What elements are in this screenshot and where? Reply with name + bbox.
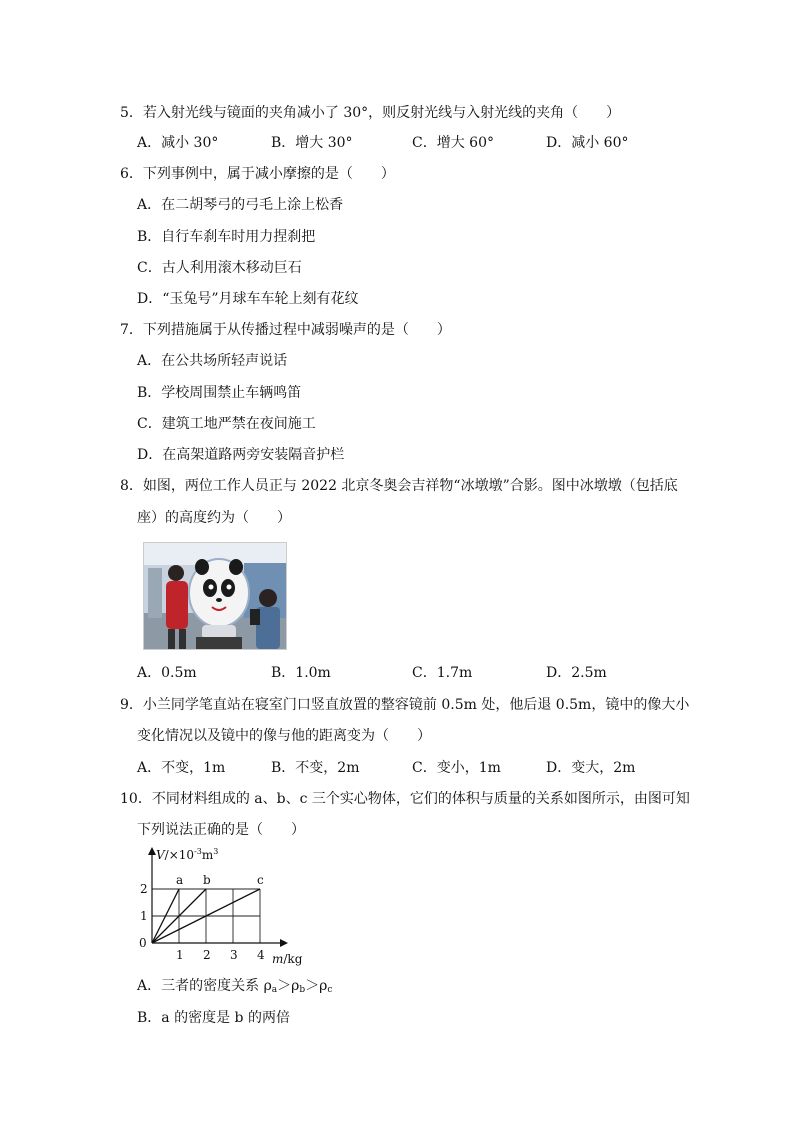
q8-stem-line1: 8．如图，两位工作人员正与 2022 北京冬奥会吉祥物“冰墩墩”合影。图中冰墩墩（包括底 bbox=[120, 478, 678, 494]
q10-stem-line2: 下列说法正确的是（ ） bbox=[137, 822, 305, 838]
q6-option-b: B．自行车刹车时用力捏刹把 bbox=[137, 229, 316, 245]
series-label-a: a bbox=[176, 873, 184, 887]
q7-option-a: A．在公共场所轻声说话 bbox=[137, 353, 288, 369]
rho-c: ρ bbox=[319, 978, 328, 994]
mascot-photo-illustration bbox=[144, 543, 286, 649]
q10-option-a-text: A．三者的密度关系 bbox=[137, 978, 264, 994]
mascot-photo bbox=[143, 542, 287, 650]
q8-option-a: A．0.5m bbox=[137, 665, 197, 681]
q7-stem: 7．下列措施属于从传播过程中减弱噪声的是（ ） bbox=[120, 322, 451, 338]
greater-than-2: ＞ bbox=[305, 978, 320, 994]
q6-stem: 6．下列事例中，属于减小摩擦的是（ ） bbox=[120, 166, 395, 182]
y-tick-label: 2 bbox=[140, 882, 148, 896]
x-tick-label: 3 bbox=[230, 948, 238, 962]
q8-option-d: D．2.5m bbox=[546, 665, 607, 681]
y-axis-label: $V/\times 10^{-3}m^3$ bbox=[156, 847, 219, 862]
q8-option-c: C．1.7m bbox=[412, 665, 473, 681]
x-tick-label: 1 bbox=[176, 948, 184, 962]
q9-stem-line2: 变化情况以及镜中的像与他的距离变为（ ） bbox=[137, 728, 431, 744]
q10-option-b: B．a 的密度是 b 的两倍 bbox=[137, 1010, 290, 1026]
rho-a: ρ bbox=[263, 978, 272, 994]
rho-b: ρ bbox=[291, 978, 300, 994]
q5-option-c: C．增大 60° bbox=[412, 135, 494, 151]
y-axis-arrow bbox=[148, 847, 156, 855]
q9-stem-line1: 9．小兰同学笔直站在寝室门口竖直放置的整容镜前 0.5m 处，他后退 0.5m，镜中的像大小 bbox=[120, 697, 690, 713]
q9-option-b: B．不变，2m bbox=[271, 760, 360, 776]
q5-stem: 5．若入射光线与镜面的夹角减小了 30°，则反射光线与入射光线的夹角（ ） bbox=[120, 105, 621, 121]
q6-option-d: D．“玉兔号”月球车车轮上刻有花纹 bbox=[137, 291, 359, 307]
q5-option-a: A．减小 30° bbox=[137, 135, 219, 151]
q6-option-c: C．古人利用滚木移动巨石 bbox=[137, 260, 302, 276]
volume-mass-graph bbox=[134, 845, 314, 970]
q7-option-d: D．在高架道路两旁安装隔音护栏 bbox=[137, 447, 345, 463]
q8-stem-line2: 座）的高度约为（ ） bbox=[137, 510, 291, 526]
y-tick-label: 1 bbox=[140, 909, 148, 923]
q6-option-a: A．在二胡琴弓的弓毛上涂上松香 bbox=[137, 197, 344, 213]
greater-than-1: ＞ bbox=[277, 978, 292, 994]
q7-option-b: B．学校周围禁止车辆鸣笛 bbox=[137, 385, 302, 401]
x-axis-arrow bbox=[280, 939, 288, 947]
q5-option-b: B．增大 30° bbox=[271, 135, 353, 151]
series-label-b: b bbox=[203, 873, 211, 887]
rho-c-subscript: c bbox=[327, 985, 333, 995]
q8-option-b: B．1.0m bbox=[271, 665, 331, 681]
q9-option-a: A．不变，1m bbox=[137, 760, 226, 776]
graph-series bbox=[152, 873, 264, 943]
q5-option-d: D．减小 60° bbox=[546, 135, 629, 151]
q10-option-a bbox=[137, 976, 332, 1000]
q7-option-c: C．建筑工地严禁在夜间施工 bbox=[137, 416, 316, 432]
x-tick-label: 4 bbox=[257, 948, 265, 962]
q9-option-d: D．变大，2m bbox=[546, 760, 636, 776]
rho-b-subscript: b bbox=[299, 985, 306, 995]
origin-label: 0 bbox=[139, 936, 147, 950]
rho-a-subscript: a bbox=[271, 985, 278, 995]
graph-axes bbox=[148, 847, 288, 947]
x-axis-label: m/kg bbox=[272, 952, 303, 966]
series-label-c: c bbox=[257, 873, 264, 887]
graph-ticks bbox=[140, 882, 265, 962]
x-tick-label: 2 bbox=[203, 948, 211, 962]
q10-stem-line1: 10．不同材料组成的 a、b、c 三个实心物体，它们的体积与质量的关系如图所示，由图可知 bbox=[120, 791, 690, 807]
q9-option-c: C．变小，1m bbox=[412, 760, 501, 776]
